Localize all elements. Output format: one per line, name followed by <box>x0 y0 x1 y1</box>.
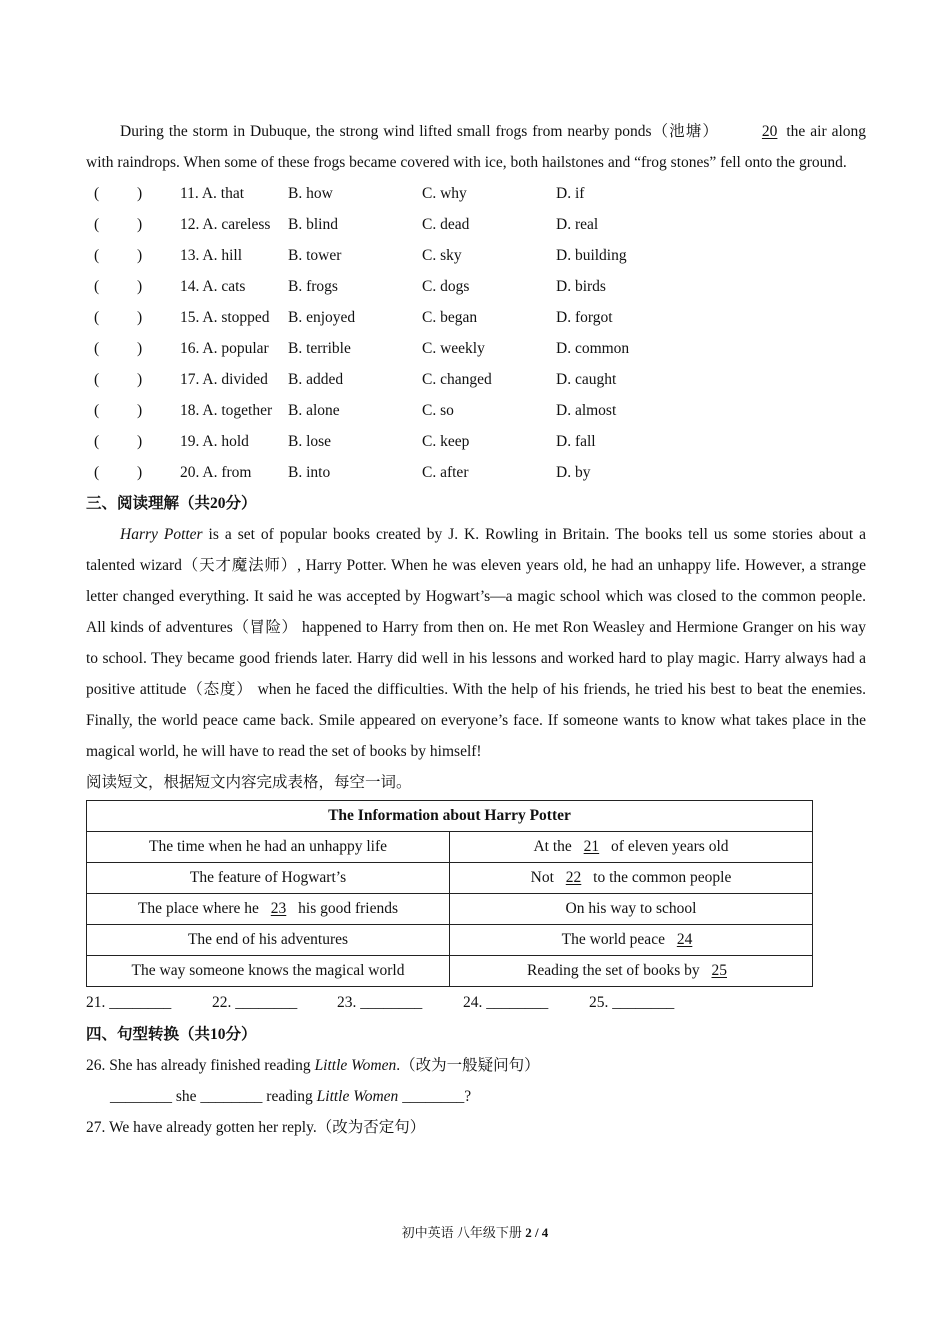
option-d: D. birds <box>556 278 606 295</box>
cell-text: The feature of Hogwart’s <box>189 869 347 886</box>
answer-slot: 22. ________ <box>212 994 298 1011</box>
info-table <box>86 800 813 987</box>
option-d: D. if <box>556 185 585 202</box>
option-paren-close: ) <box>137 247 143 264</box>
cell-blank: 25 <box>711 962 727 979</box>
option-paren-open: ( <box>94 464 100 481</box>
table-cell-item <box>87 832 450 863</box>
option-a: 11. A. that <box>180 185 245 202</box>
option-paren-close: ) <box>137 433 143 450</box>
table-cell-item <box>87 863 450 894</box>
option-b: B. tower <box>288 247 342 264</box>
option-a: 17. A. divided <box>180 371 268 388</box>
cell-text-tail: of eleven years old <box>607 838 729 855</box>
question-26-fill <box>86 1081 866 1112</box>
answer-slot: 23. ________ <box>337 994 423 1011</box>
q26-fill-a: ________ she ________ reading <box>110 1088 317 1105</box>
document-page <box>86 116 866 1143</box>
option-c: C. dead <box>422 216 470 233</box>
table-row <box>87 956 813 987</box>
option-d: D. fall <box>556 433 596 450</box>
table-cell-info <box>450 894 813 925</box>
answer-slot: 24. ________ <box>463 994 549 1011</box>
option-a: 16. A. popular <box>180 340 269 357</box>
q26-text: 26. She has already finished reading <box>86 1057 315 1074</box>
option-paren-close: ) <box>137 309 143 326</box>
option-c: C. after <box>422 464 469 481</box>
cell-text: Not <box>530 869 558 886</box>
option-paren-open: ( <box>94 216 100 233</box>
cell-blank: 23 <box>270 900 287 917</box>
cell-text: At the <box>533 838 576 855</box>
table-header: The Information about Harry Potter <box>87 801 813 832</box>
option-c: C. so <box>422 402 454 419</box>
option-b: B. added <box>288 371 344 388</box>
cell-text-tail: to the common people <box>589 869 732 886</box>
option-a: 20. A. from <box>180 464 252 481</box>
option-row <box>86 364 866 395</box>
option-a: 18. A. together <box>180 402 273 419</box>
q26-instruction: .（改为一般疑问句） <box>396 1057 540 1074</box>
table-cell-info <box>450 863 813 894</box>
option-row <box>86 302 866 333</box>
option-b: B. how <box>288 185 333 202</box>
option-paren-close: ) <box>137 185 143 202</box>
option-c: C. keep <box>422 433 470 450</box>
option-c: C. why <box>422 185 467 202</box>
option-paren-close: ) <box>137 371 143 388</box>
cloze-paragraph-end <box>86 116 866 178</box>
option-c: C. dogs <box>422 278 470 295</box>
option-d: D. forgot <box>556 309 613 326</box>
passage-body: is a set of popular books created by J. K. Rowling in Britain. The books tell us some stories about a talented wizard（天才魔法师）, Harry Potter. When he was eleven years old, he had an unhappy life. However, a strange letter changed everything. It said he was accepted by Hogwart’s—a magic school which was closed to the common people. All kinds of adventures（冒险） happened to Harry from then on. He met Ron Weasley and Hermione Granger on his way to school. They became good friends later. Harry did well in his lessons and worked hard to play magic. Harry always had a positive attitude（态度） when he faced the difficulties. With the help of his friends, he tried his best to beat the enemies. Finally, the world peace came back. Smile appeared on everyone’s face. If someone wants to know what takes place in the magical world, he will have to read the set of books by himself! <box>86 526 866 760</box>
table-row <box>87 863 813 894</box>
option-b: B. lose <box>288 433 332 450</box>
table-cell-item <box>87 894 450 925</box>
answer-slot: 21. ________ <box>86 994 172 1011</box>
option-row <box>86 333 866 364</box>
cell-text-tail: his good friends <box>294 900 399 917</box>
table-row <box>87 832 813 863</box>
question-26 <box>86 1050 866 1081</box>
option-row <box>86 178 866 209</box>
option-paren-open: ( <box>94 371 100 388</box>
option-paren-open: ( <box>94 309 100 326</box>
table-cell-info <box>450 956 813 987</box>
option-paren-open: ( <box>94 402 100 419</box>
option-paren-close: ) <box>137 340 143 357</box>
section-4-heading: 四、句型转换（共10分） <box>86 1026 257 1043</box>
page-footer <box>0 1222 950 1241</box>
option-c: C. sky <box>422 247 462 264</box>
option-c: C. began <box>422 309 478 326</box>
cell-text: The end of his adventures <box>187 931 349 948</box>
option-paren-close: ) <box>137 278 143 295</box>
blank-20: 20 <box>761 123 778 140</box>
option-b: B. alone <box>288 402 340 419</box>
option-d: D. real <box>556 216 599 233</box>
cell-blank: 22 <box>565 869 582 886</box>
table-row <box>87 925 813 956</box>
table-row <box>87 894 813 925</box>
section-3-heading: 三、阅读理解（共20分） <box>86 495 257 512</box>
cloze-text-a: During the storm in Dubuque, the strong wind lifted small frogs from nearby ponds（池塘） <box>120 123 719 140</box>
option-a: 19. A. hold <box>180 433 249 450</box>
option-paren-open: ( <box>94 340 100 357</box>
option-d: D. caught <box>556 371 617 388</box>
cell-blank: 24 <box>676 931 693 948</box>
option-paren-open: ( <box>94 278 100 295</box>
option-d: D. by <box>556 464 591 481</box>
option-b: B. blind <box>288 216 338 233</box>
cell-text: The world peace <box>561 931 669 948</box>
option-paren-close: ) <box>137 216 143 233</box>
option-b: B. terrible <box>288 340 351 357</box>
option-row <box>86 395 866 426</box>
option-row <box>86 271 866 302</box>
table-cell-item <box>87 925 450 956</box>
option-b: B. frogs <box>288 278 338 295</box>
cell-text: The time when he had an unhappy life <box>148 838 388 855</box>
answer-slot: 25. ________ <box>589 994 675 1011</box>
option-d: D. common <box>556 340 630 357</box>
option-b: B. into <box>288 464 331 481</box>
reading-passage <box>86 519 866 767</box>
option-c: C. changed <box>422 371 492 388</box>
option-row <box>86 209 866 240</box>
option-b: B. enjoyed <box>288 309 356 326</box>
option-row <box>86 240 866 271</box>
option-row <box>86 426 866 457</box>
cloze-options <box>86 178 866 488</box>
table-cell-item <box>87 956 450 987</box>
page-number: 2 / 4 <box>525 1225 549 1240</box>
option-a: 14. A. cats <box>180 278 246 295</box>
option-paren-open: ( <box>94 247 100 264</box>
cell-text: Reading the set of books by <box>526 962 704 979</box>
table-cell-info <box>450 925 813 956</box>
option-a: 13. A. hill <box>180 247 243 264</box>
question-27: 27. We have already gotten her reply.（改为否定句） <box>86 1119 426 1136</box>
option-paren-close: ) <box>137 464 143 481</box>
option-a: 12. A. careless <box>180 216 271 233</box>
q26-fill-title: Little Women <box>316 1088 399 1105</box>
option-paren-close: ) <box>137 402 143 419</box>
q26-title: Little Women <box>314 1057 397 1074</box>
cell-text: On his way to school <box>565 900 697 917</box>
option-paren-open: ( <box>94 185 100 202</box>
option-d: D. building <box>556 247 627 264</box>
book-title: Harry Potter <box>120 526 203 543</box>
option-c: C. weekly <box>422 340 485 357</box>
q26-fill-b: ________? <box>398 1088 472 1105</box>
cloze-text-b: the air along with raindrops. When some of these frogs became covered with ice, both hailstones and “frog stones” fell onto the ground. <box>86 123 867 171</box>
option-a: 15. A. stopped <box>180 309 270 326</box>
option-d: D. almost <box>556 402 617 419</box>
footer-text: 初中英语 八年级下册 <box>401 1225 526 1240</box>
option-paren-open: ( <box>94 433 100 450</box>
cell-blank: 21 <box>583 838 600 855</box>
cell-text: The way someone knows the magical world <box>131 962 405 979</box>
cell-text: The place where he <box>137 900 263 917</box>
table-cell-info <box>450 832 813 863</box>
table-instruction: 阅读短文，根据短文内容完成表格，每空一词。 <box>86 774 412 791</box>
answer-line <box>86 987 866 1019</box>
option-row <box>86 457 866 488</box>
